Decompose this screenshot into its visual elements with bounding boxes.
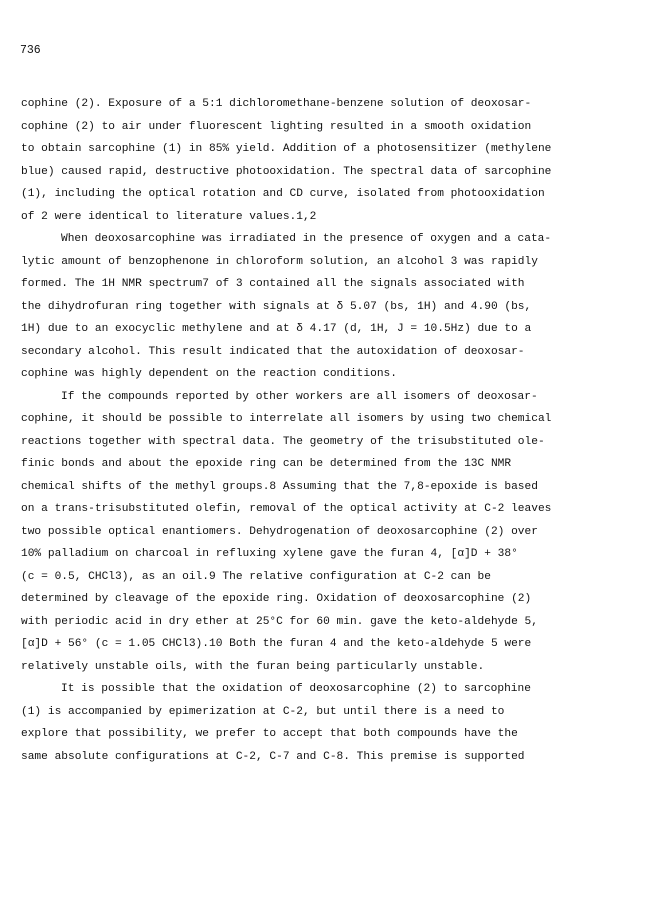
text-line: of 2 were identical to literature values.1,2 — [21, 210, 317, 223]
text-line: (c = 0.5, CHCl3), as an oil.9 The relative configuration at C-2 can be — [21, 570, 491, 583]
text-line: secondary alcohol. This result indicated that the autoxidation of deoxosar- — [21, 345, 525, 358]
text-line: to obtain sarcophine (1) in 85% yield. Addition of a photosensitizer (methylene — [21, 143, 552, 155]
text-line: same absolute configurations at C-2, C-7 and C-8. This premise is supported — [21, 750, 525, 763]
paragraph-1 — [21, 93, 657, 228]
text-line: [α]D + 56° (c = 1.05 CHCl3).10 Both the furan 4 and the keto-aldehyde 5 were — [21, 638, 532, 650]
text-line: formed. The 1H NMR spectrum7 of 3 contained all the signals associated with — [21, 278, 525, 290]
text-line: cophine was highly dependent on the reaction conditions. — [21, 368, 397, 380]
text-line: cophine, it should be possible to interrelate all isomers by using two chemical — [21, 413, 552, 425]
text-line: 1H) due to an exocyclic methylene and at δ 4.17 (d, 1H, J = 10.5Hz) due to a — [21, 323, 532, 335]
text-line: cophine (2). Exposure of a 5:1 dichloromethane-benzene solution of deoxosar- — [21, 98, 532, 110]
text-line: determined by cleavage of the epoxide ring. Oxidation of deoxosarcophine (2) — [21, 593, 532, 605]
text-line: It is possible that the oxidation of deoxosarcophine (2) to sarcophine — [61, 683, 531, 695]
text-line: finic bonds and about the epoxide ring can be determined from the 13C NMR — [21, 458, 512, 470]
text-line: (1), including the optical rotation and CD curve, isolated from photooxidation — [21, 188, 545, 200]
text-line: two possible optical enantiomers. Dehydrogenation of deoxosarcophine (2) over — [21, 525, 538, 538]
text-line: (1) is accompanied by epimerization at C-2, but until there is a need to — [21, 705, 505, 718]
text-line: If the compounds reported by other workers are all isomers of deoxosar- — [61, 390, 538, 403]
paragraph-3 — [21, 386, 657, 679]
text-line: cophine (2) to air under fluorescent lighting resulted in a smooth oxidation — [21, 120, 532, 133]
text-line: with periodic acid in dry ether at 25°C for 60 min. gave the keto-aldehyde 5, — [21, 615, 538, 628]
body-text — [21, 93, 657, 768]
text-line: lytic amount of benzophenone in chloroform solution, an alcohol 3 was rapidly — [21, 255, 538, 268]
text-line: blue) caused rapid, destructive photooxidation. The spectral data of sarcophine — [21, 165, 552, 178]
text-line: reactions together with spectral data. The geometry of the trisubstituted ole- — [21, 435, 545, 448]
paragraph-2 — [21, 228, 657, 386]
page-number: 736 — [20, 44, 41, 57]
text-line: When deoxosarcophine was irradiated in the presence of oxygen and a cata- — [61, 233, 552, 245]
text-line: on a trans-trisubstituted olefin, removal of the optical activity at C-2 leaves — [21, 503, 552, 515]
text-line: the dihydrofuran ring together with signals at δ 5.07 (bs, 1H) and 4.90 (bs, — [21, 300, 532, 313]
paragraph-4 — [21, 678, 657, 768]
text-line: explore that possibility, we prefer to accept that both compounds have the — [21, 728, 518, 740]
text-line: relatively unstable oils, with the furan being particularly unstable. — [21, 660, 485, 673]
text-line: chemical shifts of the methyl groups.8 Assuming that the 7,8-epoxide is based — [21, 480, 538, 493]
text-line: 10% palladium on charcoal in refluxing xylene gave the furan 4, [α]D + 38° — [21, 548, 518, 560]
